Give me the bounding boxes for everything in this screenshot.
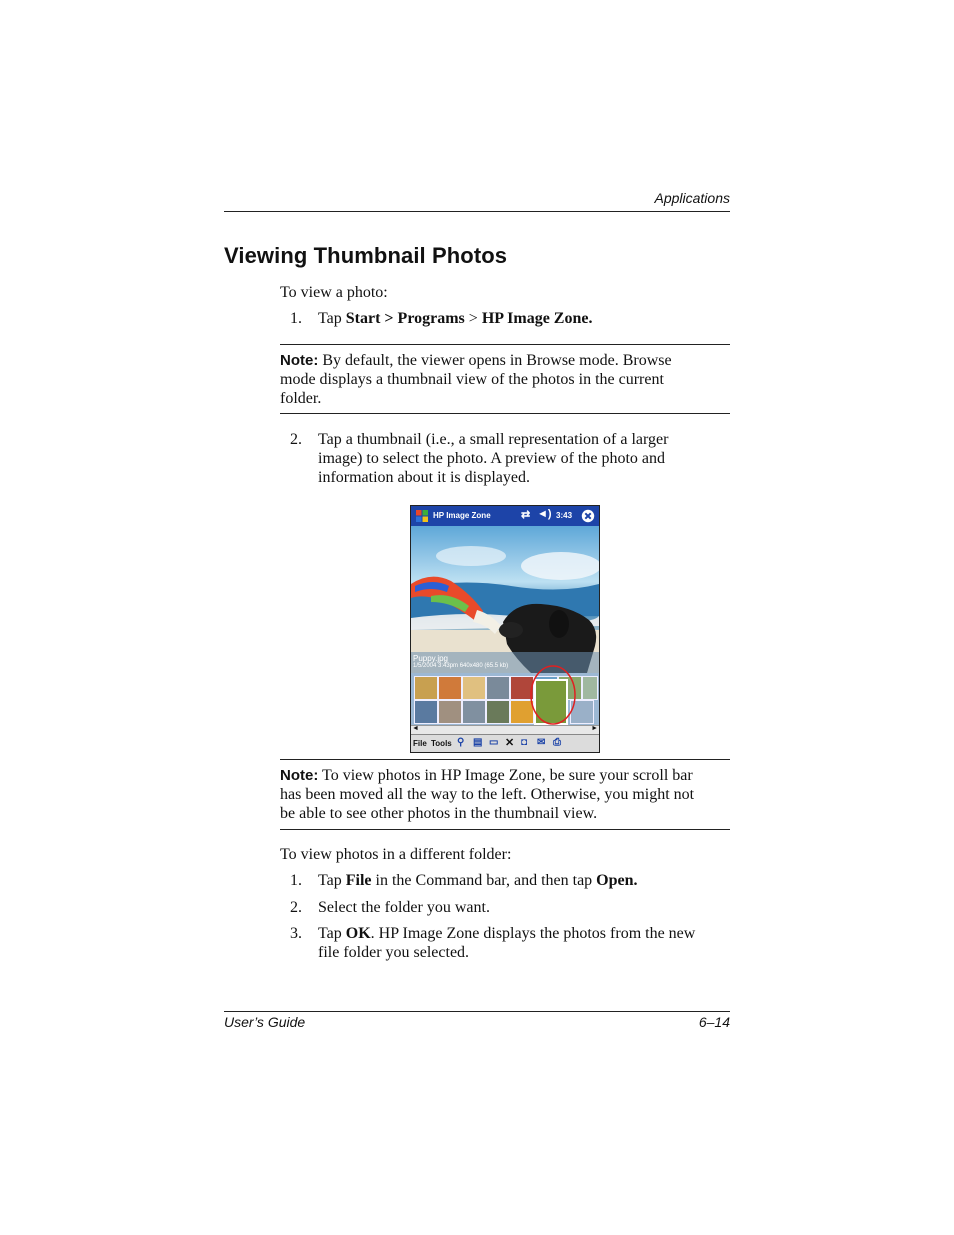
step-number: 1. [290, 872, 302, 889]
step-text-line: information about it is displayed. [318, 469, 530, 486]
note-rule-top [280, 344, 730, 345]
note-text: be able to see other photos in the thumbnail view. [280, 805, 598, 822]
step-text-mid: > [464, 310, 482, 327]
step-text-pre: Tap [318, 925, 346, 942]
note-text: has been moved all the way to the left. Otherwise, you might not [280, 786, 695, 803]
device-screenshot [410, 505, 600, 753]
step-text-rest: . HP Image Zone displays the photos from the new [370, 925, 696, 942]
step-text-pre: Tap [318, 872, 346, 889]
folder-icon[interactable]: ▭ [489, 737, 499, 748]
note-text: To view photos in HP Image Zone, be sure your scroll bar [318, 767, 693, 784]
windows-flag-icon [415, 509, 429, 523]
note-label: Note: [280, 352, 319, 369]
intro-text: To view a photo: [280, 284, 388, 301]
photo-filename: Puppy.jpg [413, 654, 448, 663]
connectivity-icon: ⇄ [521, 509, 531, 521]
command-bar [411, 734, 599, 753]
footer-rule [224, 1011, 730, 1012]
step-number: 1. [290, 310, 302, 327]
menu-tools[interactable]: Tools [431, 739, 452, 748]
slideshow-icon[interactable]: ▤ [473, 737, 483, 748]
step-text [318, 871, 638, 890]
step-1 [290, 871, 730, 891]
section-title: Viewing Thumbnail Photos [224, 243, 508, 268]
footer-page-number: 6–14 [698, 1014, 730, 1030]
header-rule [224, 211, 730, 212]
step-text-line: file folder you selected. [318, 944, 470, 961]
note-text: By default, the viewer opens in Browse mode. Browse [318, 352, 672, 369]
step-text-line: Tap a thumbnail (i.e., a small representation of a larger [318, 431, 669, 448]
step-number: 2. [290, 899, 302, 916]
note-1 [280, 351, 730, 408]
photo-info: 1/5/2004 3:43pm 640x480 (65.5 kb) [413, 663, 509, 669]
note-label: Note: [280, 767, 319, 784]
scroll-left-icon[interactable]: ◄ [412, 724, 419, 732]
step-2 [290, 898, 730, 918]
step-text-line: image) to select the photo. A preview of the photo and [318, 450, 666, 467]
step-text-bold: HP Image Zone. [481, 310, 593, 327]
note-rule-bottom [280, 829, 730, 830]
note-rule-bottom [280, 413, 730, 414]
note-text: mode displays a thumbnail view of the photos in the current [280, 371, 664, 388]
step-text-pre: Tap [318, 310, 346, 327]
note-2 [280, 766, 735, 823]
device-clock: 3:43 [556, 511, 573, 520]
menu-file[interactable]: File [413, 739, 427, 748]
footer-left: User’s Guide [224, 1014, 306, 1030]
step-text-bold: Open. [596, 872, 638, 889]
device-title-bar [411, 506, 599, 526]
intro-text: To view photos in a different folder: [280, 846, 512, 863]
print-icon[interactable]: ⎙ [553, 737, 561, 748]
note-text: folder. [280, 390, 322, 407]
step-text [318, 924, 695, 962]
photo-preview [411, 526, 599, 673]
note-rule-top [280, 759, 730, 760]
step-3 [290, 924, 730, 964]
delete-icon[interactable]: ✕ [505, 737, 515, 749]
step-text-bold: Start > Programs [345, 310, 465, 327]
step-1 [290, 309, 730, 329]
step-text: Select the folder you want. [318, 899, 490, 916]
puppy-photo [411, 526, 599, 673]
step-number: 3. [290, 925, 302, 942]
step-text [318, 309, 592, 328]
step-2 [290, 430, 730, 490]
step-number: 2. [290, 431, 302, 448]
running-head: Applications [654, 190, 730, 206]
highlight-circle [411, 665, 599, 725]
edit-icon[interactable]: ◘ [521, 737, 528, 748]
step-text-mid: in the Command bar, and then tap [371, 872, 597, 889]
zoom-icon[interactable]: ⚲ [457, 737, 465, 748]
thumbnail-strip [411, 673, 599, 725]
step-text-bold: OK [345, 925, 371, 942]
horizontal-scrollbar[interactable] [411, 725, 599, 734]
step-text-bold: File [345, 872, 372, 889]
scroll-right-icon[interactable]: ► [591, 724, 598, 732]
device-app-title: HP Image Zone [433, 511, 491, 520]
email-icon[interactable]: ✉ [537, 737, 546, 748]
step-text [318, 430, 668, 487]
speaker-icon: ◄) [537, 508, 552, 520]
close-icon[interactable] [581, 509, 595, 523]
